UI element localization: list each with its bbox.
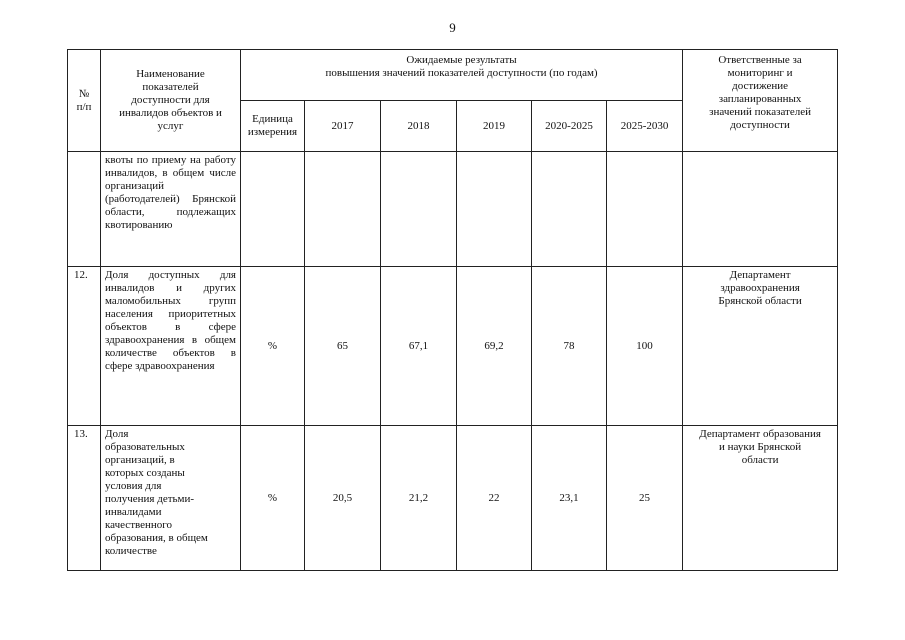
table-row xyxy=(68,267,838,426)
row-value-2025-2030: 100 xyxy=(607,267,683,426)
header-responsible: Ответственные за мониторинг и достижение запланированных значений показателей доступности xyxy=(683,50,838,152)
header-row-1 xyxy=(68,50,838,101)
header-year-2018: 2018 xyxy=(381,101,457,152)
header-expected: Ожидаемые результаты повышения значений показателей доступности (по годам) xyxy=(241,50,683,101)
table-row xyxy=(68,426,838,571)
row-num xyxy=(68,152,101,267)
header-year-2017: 2017 xyxy=(305,101,381,152)
page-number: 9 xyxy=(449,20,456,35)
row-num: 12. xyxy=(68,267,101,426)
indicators-table xyxy=(67,49,838,571)
row-value-2019 xyxy=(457,152,532,267)
row-value-2019: 69,2 xyxy=(457,267,532,426)
row-unit: % xyxy=(241,267,305,426)
row-value-2025-2030 xyxy=(607,152,683,267)
row-num: 13. xyxy=(68,426,101,571)
row-value-2017: 65 xyxy=(305,267,381,426)
row-name: квоты по приему на работу инвалидов, в общем числе организаций (работодателей) Брянской области, подлежащих квотированию xyxy=(101,152,241,267)
header-num: № п/п xyxy=(68,50,101,152)
row-value-2020-2025 xyxy=(532,152,607,267)
row-unit: % xyxy=(241,426,305,571)
row-value-2020-2025: 78 xyxy=(532,267,607,426)
table-row xyxy=(68,152,838,267)
row-value-2018 xyxy=(381,152,457,267)
header-name: Наименование показателей доступности для инвалидов объектов и услуг xyxy=(101,50,241,152)
row-value-2019: 22 xyxy=(457,426,532,571)
row-value-2017 xyxy=(305,152,381,267)
row-value-2018: 21,2 xyxy=(381,426,457,571)
header-year-2025-2030: 2025-2030 xyxy=(607,101,683,152)
row-value-2025-2030: 25 xyxy=(607,426,683,571)
row-name: Доля доступных для инвалидов и других маломобильных групп населения приоритетных объектов в сфере здравоохранения в общем количестве объектов в сфере здравоохранения xyxy=(101,267,241,426)
row-responsible: Департамент образования и науки Брянской области xyxy=(683,426,838,571)
header-year-2019: 2019 xyxy=(457,101,532,152)
header-year-2020-2025: 2020-2025 xyxy=(532,101,607,152)
row-value-2020-2025: 23,1 xyxy=(532,426,607,571)
row-unit xyxy=(241,152,305,267)
row-responsible: Департамент здравоохранения Брянской области xyxy=(683,267,838,426)
header-unit: Единица измерения xyxy=(241,101,305,152)
row-value-2017: 20,5 xyxy=(305,426,381,571)
row-value-2018: 67,1 xyxy=(381,267,457,426)
row-responsible xyxy=(683,152,838,267)
row-name: Доля образовательных организаций, в которых созданы условия для получения детьми- инвалидами качественного образования, в общем количестве xyxy=(101,426,241,571)
